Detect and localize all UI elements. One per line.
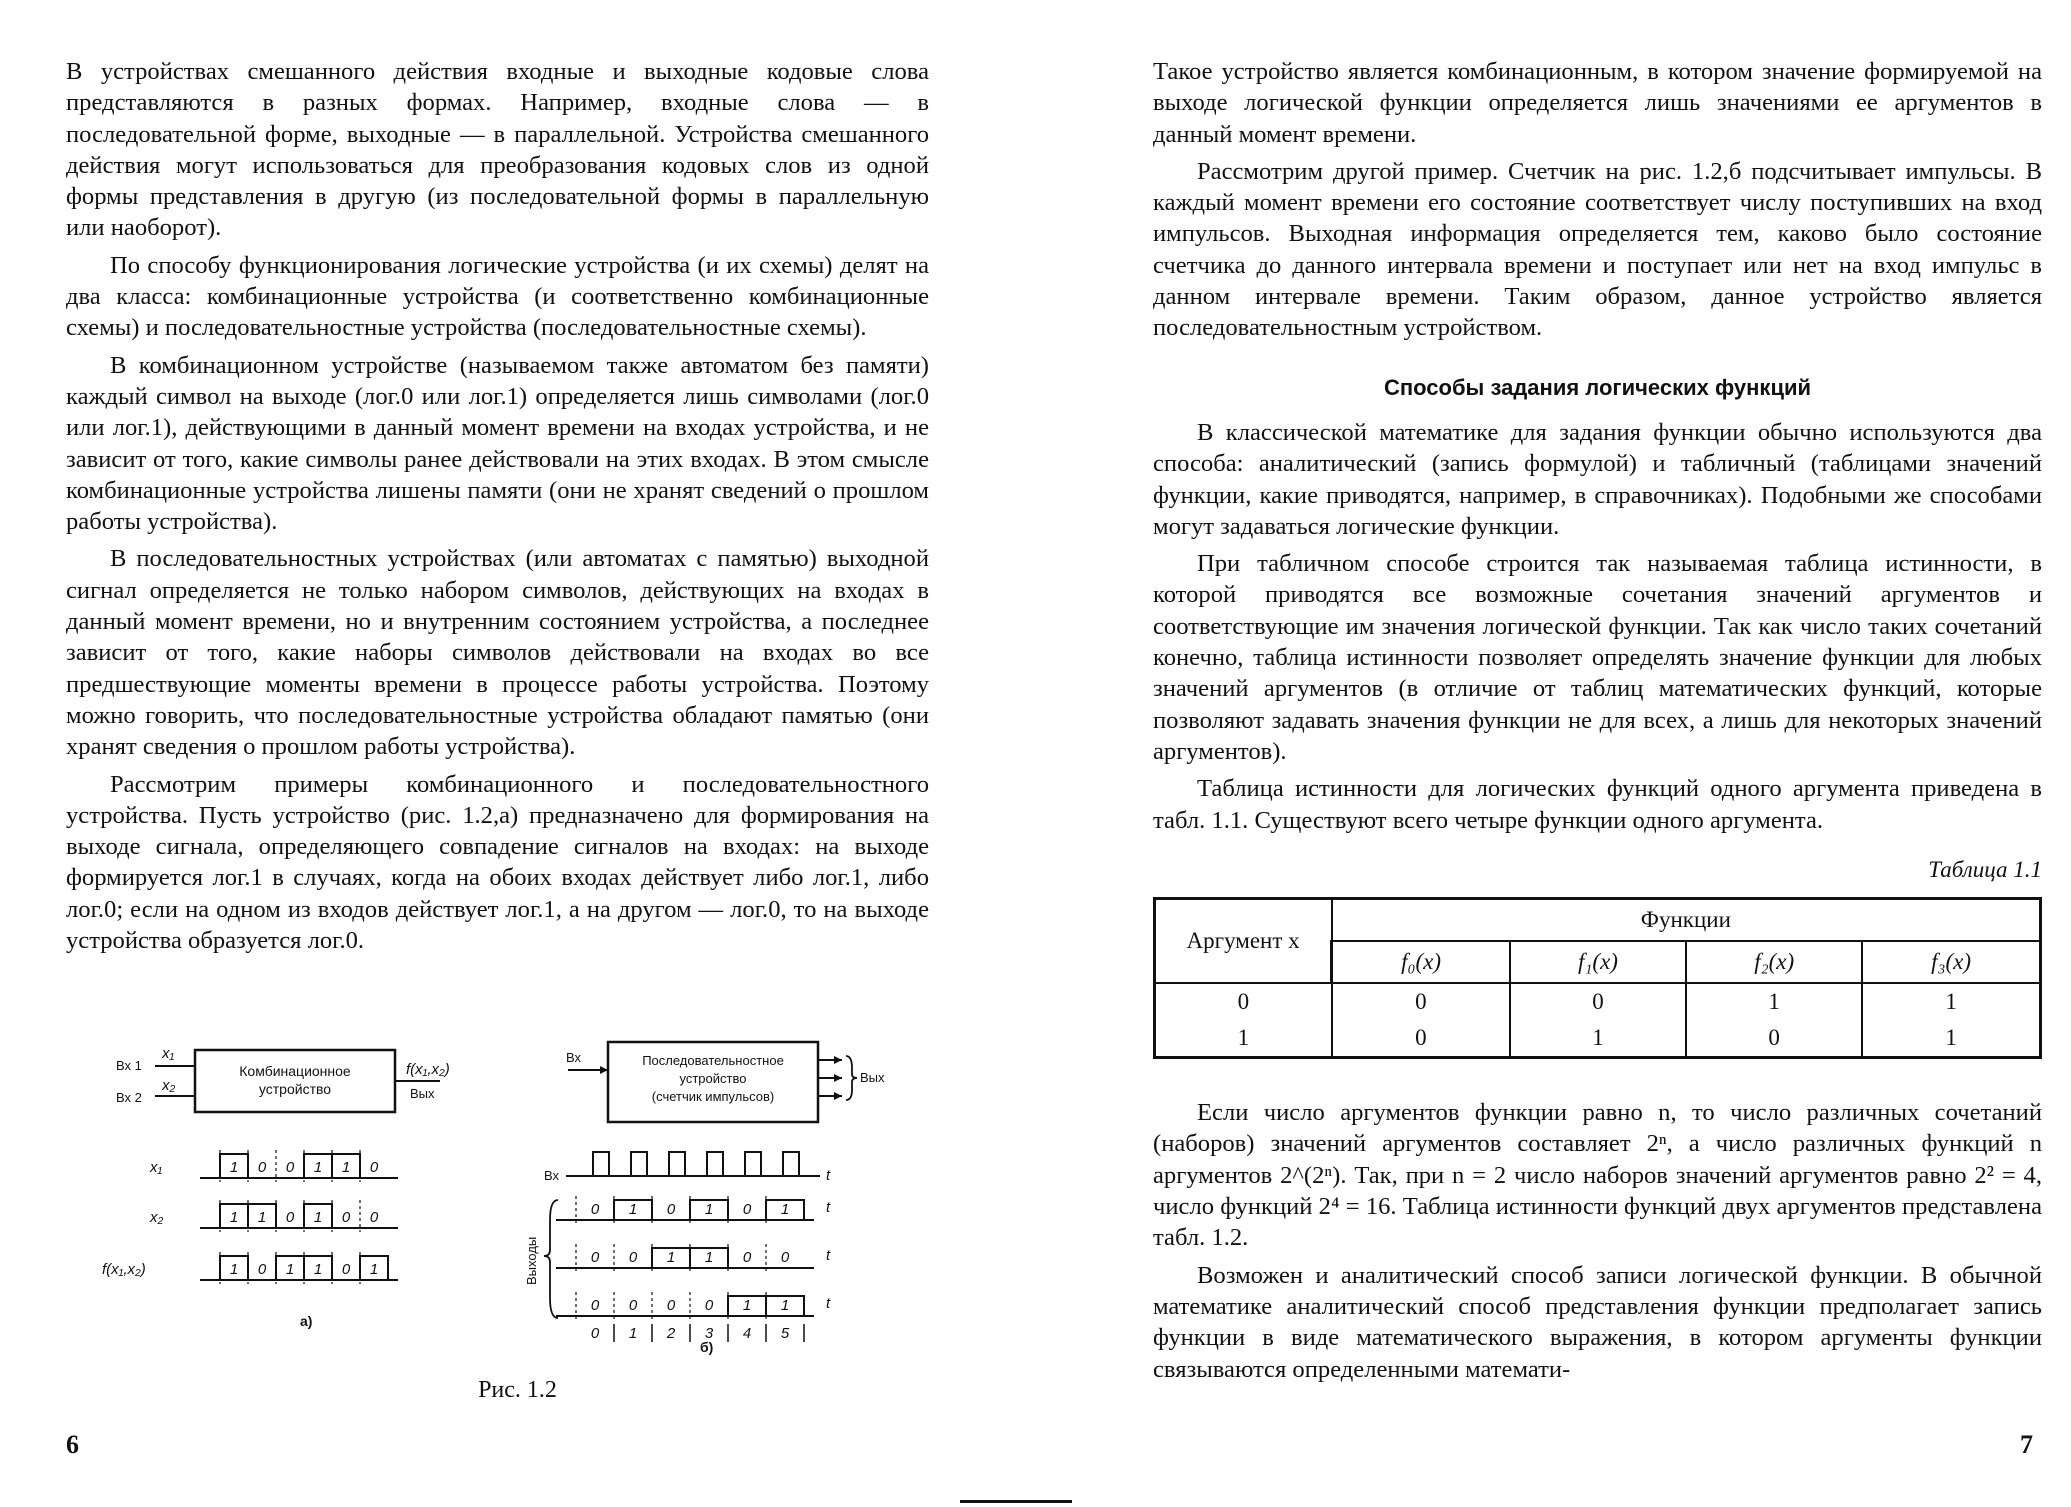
input-1-label: Вх 1 bbox=[116, 1058, 142, 1073]
figure-part-b bbox=[524, 1042, 885, 1355]
input-pulse bbox=[593, 1152, 609, 1176]
count-value: 4 bbox=[742, 1325, 752, 1342]
f-value: 1 bbox=[313, 1261, 323, 1278]
output-label: Вых bbox=[410, 1086, 435, 1101]
func-col-header: f₁(x) bbox=[1510, 941, 1686, 983]
time-label: t bbox=[826, 1167, 831, 1184]
out1-value: 0 bbox=[742, 1201, 752, 1218]
figure-caption: Рис. 1.2 bbox=[478, 1377, 557, 1403]
func-col-header: f₃(x) bbox=[1862, 941, 2040, 983]
paragraph: Такое устройство является комбинационным, в котором значение формируемой на выходе логической функции определяется лишь значениями ее аргументов в данный момент времени. bbox=[1153, 58, 2042, 148]
table-cell: 0 bbox=[1510, 983, 1686, 1020]
table-cell: 1 bbox=[1862, 1020, 2040, 1058]
block-a-text-2: устройство bbox=[258, 1081, 332, 1097]
input-pulse bbox=[745, 1152, 761, 1176]
f-value: 1 bbox=[229, 1261, 239, 1278]
out1-value: 0 bbox=[590, 1201, 600, 1218]
input-pulse bbox=[631, 1152, 647, 1176]
x2-value: 1 bbox=[313, 1209, 323, 1226]
time-label: t bbox=[826, 1247, 831, 1264]
f-value: 0 bbox=[257, 1261, 267, 1278]
out2-value: 1 bbox=[666, 1249, 676, 1266]
out3-value: 1 bbox=[742, 1297, 752, 1314]
out3-value: 0 bbox=[628, 1297, 638, 1314]
out1-value: 1 bbox=[780, 1201, 790, 1218]
bottom-rule bbox=[960, 1500, 1072, 1503]
table-cell: 1 bbox=[1510, 1020, 1686, 1058]
output-function-label: f(x₁,x₂) bbox=[406, 1061, 450, 1078]
timing-diagram-a bbox=[200, 1150, 398, 1284]
f-value: 0 bbox=[341, 1261, 351, 1278]
paragraph: Возможен и аналитический способ записи логической функции. В обычной математике аналитический способ представления функции предполагает запись функции в виде математического выражения, в котором аргументы функции связываются определенными математи- bbox=[1153, 1261, 2042, 1383]
time-label: t bbox=[826, 1295, 831, 1312]
out3-value: 1 bbox=[780, 1297, 790, 1314]
table-cell: 0 bbox=[1155, 983, 1332, 1020]
out3-value: 0 bbox=[590, 1297, 600, 1314]
count-value: 2 bbox=[666, 1325, 676, 1342]
page-number: 7 bbox=[2020, 1430, 2033, 1459]
paragraph: В комбинационном устройстве (называемом также автоматом без памяти) каждый символ на выходе (лог.0 или лог.1) определяется лишь символами (лог.0 или лог.1), действующими в данный момент времени на входах устройства, и не зависит от того, какие символы ранее действовали на этих входах. В этом смысле комбинационные устройства лишены памяти (они не хранят сведений о прошлом работы устройства). bbox=[66, 351, 929, 536]
left-text-column bbox=[66, 56, 929, 962]
x2-value: 1 bbox=[229, 1209, 239, 1226]
f-value: 1 bbox=[369, 1261, 379, 1278]
b-row-in-label: Вх bbox=[544, 1168, 560, 1183]
table-header-row bbox=[1155, 899, 2041, 942]
out1-value: 1 bbox=[704, 1201, 714, 1218]
block-b-text-3: (счетчик импульсов) bbox=[651, 1089, 775, 1104]
table-cell: 1 bbox=[1686, 983, 1862, 1020]
out2-value: 0 bbox=[742, 1249, 752, 1266]
func-col-header: f₂(x) bbox=[1686, 941, 1862, 983]
truth-table bbox=[1153, 897, 2042, 1059]
row-label-f: f(x₁,x₂) bbox=[102, 1261, 146, 1278]
table-cell: 0 bbox=[1332, 1020, 1510, 1058]
left-page bbox=[0, 0, 1035, 1507]
out3-value: 0 bbox=[666, 1297, 676, 1314]
x1-value: 1 bbox=[229, 1159, 239, 1176]
paragraph: В классической математике для задания функции обычно используются два способа: аналитический (запись формулой) и табличный (таблицами значений функции, какие приводятся, например, в справочниках). Подобными же способами могут задаваться логические функции. bbox=[1153, 418, 2042, 540]
figure-b-label: б) bbox=[700, 1339, 714, 1355]
figure-a-label: а) bbox=[300, 1313, 313, 1329]
count-value: 0 bbox=[590, 1325, 600, 1342]
x1-value: 0 bbox=[369, 1159, 379, 1176]
x2-label: x₂ bbox=[162, 1077, 176, 1094]
out1-value: 0 bbox=[666, 1201, 676, 1218]
paragraph: При табличном способе строится так называемая таблица истинности, в которой приводятся все возможные сочетания значений аргументов и соответствующие им значения логической функции. Так как число таких сочетаний конечно, таблица истинности позволяет определять значение функции для любых значений аргументов (в отличие от таблиц математических функций, которые позволяют задавать значения функции не для всех, а лишь для некоторых значений аргументов). bbox=[1153, 550, 2042, 765]
out2-value: 0 bbox=[590, 1249, 600, 1266]
out2-value: 0 bbox=[628, 1249, 638, 1266]
table-cell: 0 bbox=[1332, 983, 1510, 1020]
row-label-x2: x₂ bbox=[150, 1209, 164, 1226]
b-input-label: Вх bbox=[566, 1050, 582, 1065]
b-output-label: Вых bbox=[860, 1070, 885, 1085]
out1-value: 1 bbox=[628, 1201, 638, 1218]
x2-value: 0 bbox=[369, 1209, 379, 1226]
paragraph: Рассмотрим другой пример. Счетчик на рис. 1.2,б подсчитывает импульсы. В каждый момент времени его состояние соответствует числу поступивших на вход импульсов. Выходная информация определяется тем, каково было состояние счетчика до данного интервала времени и поступает или нет на вход импульс в данном интервале времени. Таким образом, данное устройство является последовательностным устройством. bbox=[1153, 157, 2042, 342]
block-b-text-2: устройство bbox=[679, 1071, 747, 1086]
out2-value: 1 bbox=[704, 1249, 714, 1266]
outputs-label: Выходы bbox=[524, 1236, 539, 1285]
count-value: 5 bbox=[780, 1325, 790, 1342]
paragraph: В последовательностных устройствах (или автоматах с памятью) выходной сигнал определяется не только набором символов, действующих на входах в данный момент времени, но и внутренним состоянием устройства, а последнее зависит от того, какие наборы символов действовали на входах во все предшествующие моменты времени в процессе работы устройства. Поэтому можно говорить, что последовательностные устройства обладают памятью (они хранят сведения о прошлом работы устройства). bbox=[66, 545, 929, 761]
figure-1-2 bbox=[100, 1030, 960, 1360]
table-caption: Таблица 1.1 bbox=[1928, 856, 2042, 882]
count-value: 3 bbox=[704, 1325, 714, 1342]
paragraph: Если число аргументов функции равно n, то число различных сочетаний (наборов) значений аргументов составляет 2ⁿ, а число различных функций n аргументов 2^(2ⁿ). Так, при n = 2 число наборов значений аргументов равно 2² = 4, число функций 2⁴ = 16. Таблица истинности функций двух аргументов представлена табл. 1.2. bbox=[1153, 1099, 2042, 1252]
input-2-label: Вх 2 bbox=[116, 1090, 142, 1105]
input-pulse bbox=[783, 1152, 799, 1176]
time-label: t bbox=[826, 1199, 831, 1216]
page-number: 6 bbox=[66, 1430, 79, 1459]
input-pulse bbox=[669, 1152, 685, 1176]
table-row bbox=[1155, 1020, 2041, 1058]
table-cell: 0 bbox=[1686, 1020, 1862, 1058]
argument-header: Аргумент x bbox=[1155, 899, 1332, 984]
x1-label: x₁ bbox=[162, 1045, 175, 1062]
count-value: 1 bbox=[628, 1325, 638, 1342]
x1-value: 0 bbox=[285, 1159, 295, 1176]
out2-value: 0 bbox=[780, 1249, 790, 1266]
paragraph: Рассмотрим примеры комбинационного и последовательностного устройства. Пусть устройство (рис. 1.2,а) предназначено для формирования на выходе сигнала, определяющего совпадение сигналов на входах: на выходе формируется лог.1 в случаях, когда на обоих входах действует либо лог.1, либо лог.0; если на одном из входов действует лог.1, а на другом — лог.0, то на выходе устройства образуется лог.0. bbox=[66, 770, 929, 955]
timing-diagram-b bbox=[556, 1152, 831, 1342]
x1-value: 0 bbox=[257, 1159, 267, 1176]
out3-value: 0 bbox=[704, 1297, 714, 1314]
table-cell: 1 bbox=[1155, 1020, 1332, 1058]
table-row bbox=[1155, 983, 2041, 1020]
input-pulse bbox=[707, 1152, 723, 1176]
block-a-text-1: Комбинационное bbox=[239, 1063, 351, 1079]
func-col-header: f₀(x) bbox=[1332, 941, 1510, 983]
table-cell: 1 bbox=[1862, 983, 2040, 1020]
paragraph: В устройствах смешанного действия входные и выходные кодовые слова представляются в разных формах. Например, входные слова — в последовательной форме, выходные — в параллельной. Устройства смешанного действия могут использоваться для преобразования кодовых слов из одной формы представления в другую (из последовательной формы в параллельную или наоборот). bbox=[66, 58, 929, 242]
right-text-column bbox=[1153, 56, 2042, 1391]
row-label-x1: x₁ bbox=[150, 1159, 163, 1176]
paragraph: По способу функционирования логические устройства (и их схемы) делят на два класса: комбинационные устройства (и соответственно комбинационные схемы) и последовательностные устройства (последовательностные схемы). bbox=[66, 251, 929, 342]
x1-value: 1 bbox=[341, 1159, 351, 1176]
f-value: 1 bbox=[285, 1261, 295, 1278]
right-page bbox=[1035, 0, 2071, 1507]
x2-value: 0 bbox=[341, 1209, 351, 1226]
paragraph: Таблица истинности для логических функций одного аргумента приведена в табл. 1.1. Существуют всего четыре функции одного аргумента. bbox=[1153, 775, 2042, 834]
functions-header: Функции bbox=[1332, 899, 2041, 942]
x1-value: 1 bbox=[313, 1159, 323, 1176]
figure-part-a bbox=[102, 1045, 450, 1329]
x2-value: 1 bbox=[257, 1209, 267, 1226]
section-heading: Способы задания логических функций bbox=[1383, 374, 1812, 400]
x2-value: 0 bbox=[285, 1209, 295, 1226]
block-b-text-1: Последовательностное bbox=[642, 1053, 784, 1068]
